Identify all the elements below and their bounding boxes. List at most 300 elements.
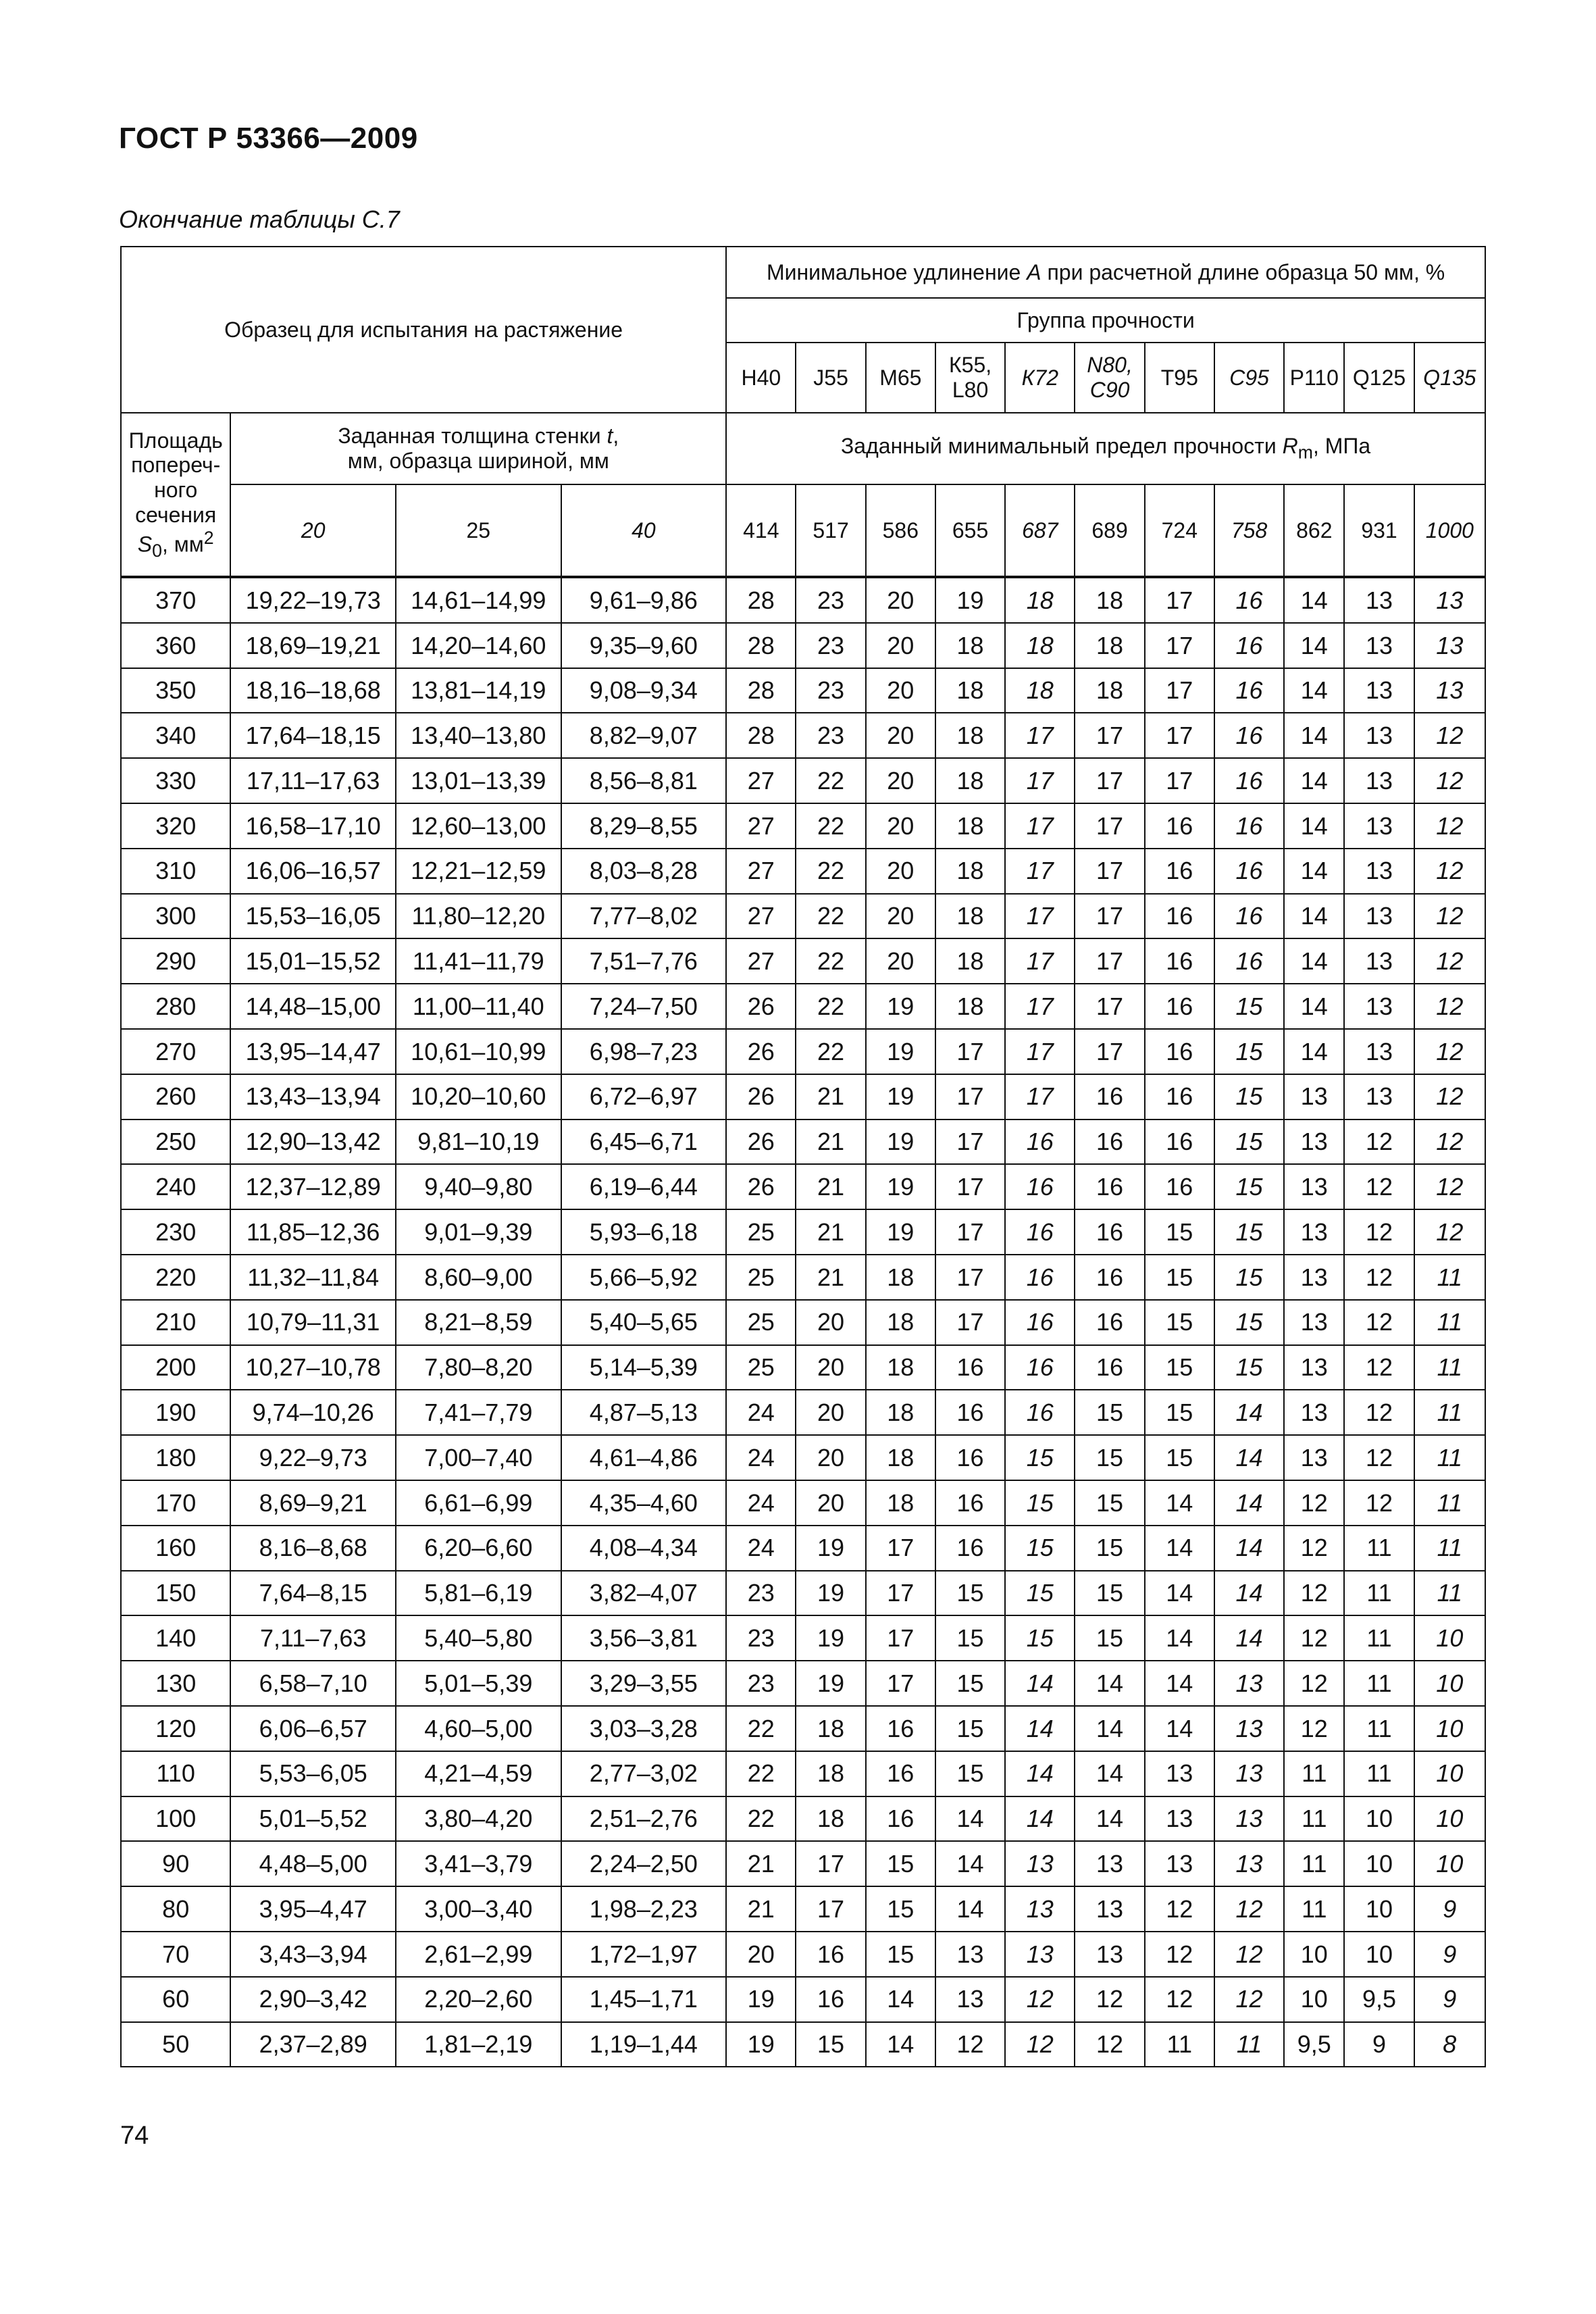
thickness-cell: 1,45–1,71 <box>561 1977 727 2022</box>
table-row <box>121 1615 1485 1661</box>
elongation-cell: 12 <box>1284 1615 1344 1661</box>
elongation-cell: 12 <box>1414 1120 1485 1165</box>
thickness-cell: 18,69–19,21 <box>230 623 396 668</box>
elongation-cell: 15 <box>1145 1255 1214 1300</box>
area-cell: 120 <box>121 1706 230 1751</box>
elongation-cell: 10 <box>1344 1886 1414 1932</box>
elongation-cell: 12 <box>1344 1435 1414 1480</box>
thickness-cell: 3,03–3,28 <box>561 1706 727 1751</box>
elongation-cell: 16 <box>935 1345 1005 1390</box>
elongation-cell: 24 <box>726 1435 796 1480</box>
area-cell: 260 <box>121 1074 230 1120</box>
elongation-cell: 20 <box>866 713 935 758</box>
area-cell: 110 <box>121 1751 230 1796</box>
elongation-cell: 16 <box>1075 1345 1144 1390</box>
elongation-cell: 11 <box>1414 1571 1485 1616</box>
thickness-cell: 11,85–12,36 <box>230 1209 396 1255</box>
elongation-cell: 12 <box>1414 894 1485 939</box>
area-cell: 190 <box>121 1390 230 1435</box>
elongation-cell: 15 <box>935 1661 1005 1706</box>
thickness-cell: 8,56–8,81 <box>561 758 727 803</box>
thickness-cell: 17,64–18,15 <box>230 713 396 758</box>
elongation-cell: 15 <box>1214 1255 1284 1300</box>
elongation-cell: 10 <box>1284 1977 1344 2022</box>
elongation-cell: 12 <box>1284 1480 1344 1526</box>
thickness-cell: 9,40–9,80 <box>396 1164 561 1209</box>
elongation-cell: 12 <box>1414 758 1485 803</box>
thickness-cell: 15,53–16,05 <box>230 894 396 939</box>
grade-header: К55, L80 <box>935 343 1005 413</box>
thickness-cell: 4,08–4,34 <box>561 1526 727 1571</box>
elongation-cell: 17 <box>1075 938 1144 984</box>
elongation-cell: 11 <box>1344 1706 1414 1751</box>
table-row <box>121 803 1485 849</box>
thickness-cell: 9,35–9,60 <box>561 623 727 668</box>
elongation-cell: 12 <box>935 2022 1005 2067</box>
thickness-cell: 5,53–6,05 <box>230 1751 396 1796</box>
elongation-cell: 22 <box>726 1706 796 1751</box>
elongation-cell: 12 <box>1145 1977 1214 2022</box>
elongation-cell: 17 <box>1075 713 1144 758</box>
elongation-cell: 11 <box>1344 1661 1414 1706</box>
elongation-cell: 22 <box>796 938 865 984</box>
elongation-cell: 14 <box>866 1977 935 2022</box>
thickness-cell: 14,20–14,60 <box>396 623 561 668</box>
elongation-cell: 26 <box>726 1074 796 1120</box>
thickness-cell: 6,98–7,23 <box>561 1029 727 1074</box>
elongation-cell: 9 <box>1414 1977 1485 2022</box>
elongation-cell: 14 <box>1214 1435 1284 1480</box>
elongation-cell: 21 <box>726 1841 796 1886</box>
elongation-cell: 9 <box>1344 2022 1414 2067</box>
elongation-cell: 14 <box>1284 713 1344 758</box>
area-cell: 300 <box>121 894 230 939</box>
thickness-cell: 14,61–14,99 <box>396 577 561 623</box>
elongation-cell: 15 <box>1005 1480 1075 1526</box>
elongation-cell: 26 <box>726 1029 796 1074</box>
elongation-cell: 19 <box>796 1661 865 1706</box>
elongation-cell: 14 <box>1005 1706 1075 1751</box>
thickness-cell: 10,20–10,60 <box>396 1074 561 1120</box>
thickness-cell: 3,00–3,40 <box>396 1886 561 1932</box>
thickness-cell: 4,35–4,60 <box>561 1480 727 1526</box>
elongation-cell: 17 <box>866 1661 935 1706</box>
thickness-cell: 5,40–5,65 <box>561 1300 727 1345</box>
strength-header: 586 <box>866 484 935 577</box>
elongation-cell: 23 <box>726 1615 796 1661</box>
elongation-cell: 11 <box>1414 1390 1485 1435</box>
elongation-cell: 20 <box>866 577 935 623</box>
elongation-cell: 13 <box>1344 894 1414 939</box>
elongation-cell: 18 <box>935 758 1005 803</box>
thickness-cell: 9,22–9,73 <box>230 1435 396 1480</box>
elongation-cell: 14 <box>1145 1615 1214 1661</box>
elongation-cell: 10 <box>1414 1661 1485 1706</box>
elongation-cell: 11 <box>1414 1526 1485 1571</box>
grade-header: N80, С90 <box>1075 343 1144 413</box>
elongation-cell: 17 <box>1075 849 1144 894</box>
elongation-cell: 13 <box>1005 1932 1075 1977</box>
elongation-cell: 27 <box>726 849 796 894</box>
elongation-cell: 18 <box>866 1390 935 1435</box>
page-number: 74 <box>120 2121 149 2150</box>
table-row <box>121 1661 1485 1706</box>
elongation-cell: 23 <box>796 577 865 623</box>
elongation-cell: 16 <box>1005 1300 1075 1345</box>
elongation-cell: 17 <box>1145 713 1214 758</box>
elongation-cell: 13 <box>1414 577 1485 623</box>
elongation-cell: 14 <box>1005 1751 1075 1796</box>
elongation-cell: 9 <box>1414 1886 1485 1932</box>
elongation-cell: 17 <box>1145 577 1214 623</box>
elongation-cell: 26 <box>726 1164 796 1209</box>
elongation-cell: 28 <box>726 623 796 668</box>
area-cell: 270 <box>121 1029 230 1074</box>
elongation-cell: 23 <box>726 1571 796 1616</box>
thickness-cell: 7,24–7,50 <box>561 984 727 1029</box>
elongation-cell: 11 <box>1284 1796 1344 1842</box>
elongation-cell: 14 <box>1145 1526 1214 1571</box>
elongation-cell: 28 <box>726 713 796 758</box>
elongation-cell: 15 <box>1214 1120 1284 1165</box>
elongation-cell: 13 <box>1075 1841 1144 1886</box>
grade-header: Н40 <box>726 343 796 413</box>
elongation-cell: 16 <box>1214 668 1284 713</box>
elongation-cell: 12 <box>1284 1526 1344 1571</box>
elongation-cell: 12 <box>1214 1932 1284 1977</box>
elongation-cell: 15 <box>1214 1164 1284 1209</box>
elongation-cell: 11 <box>1344 1751 1414 1796</box>
thickness-cell: 14,48–15,00 <box>230 984 396 1029</box>
elongation-cell: 13 <box>1344 849 1414 894</box>
elongation-cell: 20 <box>866 668 935 713</box>
strength-header: 1000 <box>1414 484 1485 577</box>
elongation-cell: 13 <box>1145 1796 1214 1842</box>
strength-header: 758 <box>1214 484 1284 577</box>
elongation-cell: 16 <box>1145 849 1214 894</box>
grade-header: J55 <box>796 343 865 413</box>
strength-header-cell: Заданный минимальный предел прочности $R_m$, МПа <box>726 413 1485 484</box>
elongation-cell: 18 <box>1005 577 1075 623</box>
thickness-cell: 1,98–2,23 <box>561 1886 727 1932</box>
elongation-cell: 13 <box>1344 1029 1414 1074</box>
thickness-cell: 5,01–5,39 <box>396 1661 561 1706</box>
elongation-cell: 12 <box>1284 1571 1344 1616</box>
elongation-cell: 12 <box>1414 1164 1485 1209</box>
thickness-cell: 8,69–9,21 <box>230 1480 396 1526</box>
elongation-cell: 16 <box>1075 1209 1144 1255</box>
strength-header: 655 <box>935 484 1005 577</box>
elongation-cell: 23 <box>796 713 865 758</box>
elongation-cell: 14 <box>1145 1661 1214 1706</box>
thickness-cell: 6,19–6,44 <box>561 1164 727 1209</box>
thickness-cell: 3,43–3,94 <box>230 1932 396 1977</box>
thickness-cell: 1,19–1,44 <box>561 2022 727 2067</box>
elongation-cell: 15 <box>1075 1526 1144 1571</box>
elongation-cell: 17 <box>935 1029 1005 1074</box>
elongation-cell: 27 <box>726 758 796 803</box>
sample-header: Образец для испытания на растяжение <box>224 317 623 342</box>
elongation-cell: 19 <box>866 1120 935 1165</box>
area-cell: 80 <box>121 1886 230 1932</box>
thickness-cell: 8,21–8,59 <box>396 1300 561 1345</box>
elongation-cell: 12 <box>1414 984 1485 1029</box>
table-row <box>121 894 1485 939</box>
elongation-cell: 17 <box>935 1209 1005 1255</box>
elongation-cell: 25 <box>726 1300 796 1345</box>
thickness-cell: 6,61–6,99 <box>396 1480 561 1526</box>
elongation-cell: 16 <box>1145 1164 1214 1209</box>
thickness-cell: 10,61–10,99 <box>396 1029 561 1074</box>
elongation-cell: 20 <box>866 849 935 894</box>
elongation-cell: 22 <box>726 1751 796 1796</box>
elongation-cell: 15 <box>1145 1209 1214 1255</box>
table-row <box>121 1255 1485 1300</box>
grade-header: М65 <box>866 343 935 413</box>
elongation-cell: 13 <box>1145 1841 1214 1886</box>
table-row <box>121 1977 1485 2022</box>
area-cell: 70 <box>121 1932 230 1977</box>
elongation-cell: 14 <box>1284 1029 1344 1074</box>
elongation-cell: 13 <box>1414 668 1485 713</box>
elongation-cell: 14 <box>1145 1480 1214 1526</box>
grade-header: К72 <box>1005 343 1075 413</box>
elongation-cell: 20 <box>796 1435 865 1480</box>
elongation-cell: 13 <box>1214 1841 1284 1886</box>
elongation-cell: 17 <box>935 1120 1005 1165</box>
elongation-cell: 13 <box>1344 984 1414 1029</box>
elongation-cell: 15 <box>1075 1571 1144 1616</box>
table-row <box>121 1029 1485 1074</box>
thickness-cell: 2,37–2,89 <box>230 2022 396 2067</box>
table-row <box>121 1480 1485 1526</box>
elongation-cell: 16 <box>1005 1345 1075 1390</box>
elongation-cell: 23 <box>726 1661 796 1706</box>
elongation-cell: 17 <box>1145 668 1214 713</box>
area-cell: 320 <box>121 803 230 849</box>
elongation-cell: 13 <box>1284 1390 1344 1435</box>
elongation-cell: 16 <box>1145 894 1214 939</box>
thickness-cell: 10,27–10,78 <box>230 1345 396 1390</box>
thickness-cell: 8,29–8,55 <box>561 803 727 849</box>
elongation-cell: 12 <box>1145 1886 1214 1932</box>
area-cell: 250 <box>121 1120 230 1165</box>
elongation-cell: 12 <box>1075 1977 1144 2022</box>
elongation-cell: 22 <box>796 803 865 849</box>
elongation-cell: 11 <box>1414 1255 1485 1300</box>
elongation-cell: 17 <box>1075 1029 1144 1074</box>
elongation-cell: 15 <box>1214 1074 1284 1120</box>
elongation-cell: 10 <box>1414 1751 1485 1796</box>
elongation-cell: 17 <box>1005 758 1075 803</box>
elongation-cell: 22 <box>796 849 865 894</box>
elongation-cell: 13 <box>1344 1074 1414 1120</box>
elongation-cell: 26 <box>726 1120 796 1165</box>
elongation-cell: 10 <box>1414 1615 1485 1661</box>
elongation-cell: 18 <box>796 1706 865 1751</box>
elongation-cell: 17 <box>1005 938 1075 984</box>
table-row <box>121 758 1485 803</box>
elongation-cell: 15 <box>1145 1390 1214 1435</box>
group-header: Группа прочности <box>1016 307 1195 332</box>
elongation-cell: 15 <box>1005 1571 1075 1616</box>
thickness-cell: 2,61–2,99 <box>396 1932 561 1977</box>
thickness-cell: 19,22–19,73 <box>230 577 396 623</box>
elongation-cell: 19 <box>866 1029 935 1074</box>
elongation-cell: 27 <box>726 938 796 984</box>
area-cell: 350 <box>121 668 230 713</box>
elongation-cell: 17 <box>1005 1029 1075 1074</box>
table-row <box>121 1932 1485 1977</box>
area-cell: 140 <box>121 1615 230 1661</box>
elongation-cell: 14 <box>1075 1751 1144 1796</box>
elongation-cell: 18 <box>935 849 1005 894</box>
thickness-cell: 3,41–3,79 <box>396 1841 561 1886</box>
area-cell: 100 <box>121 1796 230 1842</box>
elongation-cell: 12 <box>1414 803 1485 849</box>
elongation-cell: 16 <box>1214 623 1284 668</box>
strength-header: 687 <box>1005 484 1075 577</box>
elongation-cell: 17 <box>935 1255 1005 1300</box>
thickness-cell: 15,01–15,52 <box>230 938 396 984</box>
elongation-cell: 19 <box>726 1977 796 2022</box>
elongation-cell: 14 <box>1214 1390 1284 1435</box>
elongation-cell: 17 <box>935 1164 1005 1209</box>
elongation-cell: 19 <box>726 2022 796 2067</box>
elongation-cell: 21 <box>796 1255 865 1300</box>
grade-header: С95 <box>1214 343 1284 413</box>
elongation-cell: 15 <box>866 1886 935 1932</box>
elongation-cell: 12 <box>1284 1661 1344 1706</box>
elongation-cell: 16 <box>1214 758 1284 803</box>
elongation-cell: 18 <box>866 1255 935 1300</box>
elongation-cell: 17 <box>1075 894 1144 939</box>
elongation-cell: 13 <box>1005 1841 1075 1886</box>
elongation-cell: 16 <box>1145 984 1214 1029</box>
thickness-cell: 13,95–14,47 <box>230 1029 396 1074</box>
elongation-cell: 13 <box>1344 758 1414 803</box>
grade-header: Q125 <box>1344 343 1414 413</box>
elongation-cell: 18 <box>1075 668 1144 713</box>
elongation-cell: 16 <box>1145 1120 1214 1165</box>
elongation-cell: 16 <box>1214 938 1284 984</box>
width-header: 20 <box>230 484 396 577</box>
elongation-cell: 24 <box>726 1390 796 1435</box>
elongation-cell: 12 <box>1414 713 1485 758</box>
elongation-cell: 17 <box>1075 803 1144 849</box>
elongation-cell: 12 <box>1005 2022 1075 2067</box>
elongation-cell: 18 <box>866 1480 935 1526</box>
elongation-cell: 14 <box>935 1841 1005 1886</box>
elongation-cell: 17 <box>1005 1074 1075 1120</box>
elongation-cell: 15 <box>935 1615 1005 1661</box>
thickness-cell: 8,03–8,28 <box>561 849 727 894</box>
elongation-cell: 13 <box>1214 1706 1284 1751</box>
elongation-cell: 10 <box>1414 1841 1485 1886</box>
elongation-cell: 19 <box>796 1615 865 1661</box>
elongation-cell: 16 <box>1005 1120 1075 1165</box>
area-cell: 230 <box>121 1209 230 1255</box>
elongation-cell: 17 <box>866 1526 935 1571</box>
elongation-cell: 21 <box>796 1209 865 1255</box>
area-cell: 360 <box>121 623 230 668</box>
elongation-cell: 12 <box>1414 1209 1485 1255</box>
elongation-cell: 10 <box>1344 1841 1414 1886</box>
elongation-cell: 17 <box>1005 984 1075 1029</box>
elongation-cell: 15 <box>1145 1300 1214 1345</box>
elongation-cell: 12 <box>1145 1932 1214 1977</box>
thickness-cell: 9,01–9,39 <box>396 1209 561 1255</box>
elongation-cell: 14 <box>935 1796 1005 1842</box>
thickness-cell: 5,01–5,52 <box>230 1796 396 1842</box>
elongation-cell: 14 <box>1214 1480 1284 1526</box>
elongation-cell: 22 <box>796 894 865 939</box>
elongation-cell: 13 <box>1344 577 1414 623</box>
thickness-cell: 7,51–7,76 <box>561 938 727 984</box>
elongation-cell: 12 <box>1075 2022 1144 2067</box>
elongation-cell: 16 <box>1075 1120 1144 1165</box>
elongation-cell: 14 <box>1284 623 1344 668</box>
elongation-cell: 19 <box>796 1526 865 1571</box>
elongation-cell: 19 <box>866 1209 935 1255</box>
elongation-cell: 14 <box>1145 1706 1214 1751</box>
elongation-cell: 17 <box>1145 758 1214 803</box>
elongation-cell: 12 <box>1214 1886 1284 1932</box>
elongation-cell: 17 <box>796 1886 865 1932</box>
table-row <box>121 1886 1485 1932</box>
elongation-cell: 18 <box>935 803 1005 849</box>
area-cell: 180 <box>121 1435 230 1480</box>
elongation-cell: 11 <box>1414 1345 1485 1390</box>
table-row <box>121 1526 1485 1571</box>
elongation-cell: 11 <box>1414 1300 1485 1345</box>
thickness-cell: 10,79–11,31 <box>230 1300 396 1345</box>
thickness-cell: 17,11–17,63 <box>230 758 396 803</box>
elongation-cell: 12 <box>1414 1074 1485 1120</box>
elongation-cell: 18 <box>796 1796 865 1842</box>
elongation-cell: 19 <box>935 577 1005 623</box>
elongation-cell: 12 <box>1344 1164 1414 1209</box>
area-cell: 90 <box>121 1841 230 1886</box>
strength-header: 414 <box>726 484 796 577</box>
elongation-cell: 17 <box>1075 758 1144 803</box>
elongation-cell: 12 <box>1214 1977 1284 2022</box>
elongation-cell: 22 <box>796 984 865 1029</box>
thickness-cell: 16,06–16,57 <box>230 849 396 894</box>
elongation-cell: 13 <box>1344 938 1414 984</box>
elongation-cell: 21 <box>796 1164 865 1209</box>
table-caption: Окончание таблицы С.7 <box>119 205 400 233</box>
table-row <box>121 1300 1485 1345</box>
elongation-cell: 20 <box>866 623 935 668</box>
thickness-cell: 12,90–13,42 <box>230 1120 396 1165</box>
elongation-cell: 11 <box>1414 1480 1485 1526</box>
strength-header: 931 <box>1344 484 1414 577</box>
thickness-cell: 6,72–6,97 <box>561 1074 727 1120</box>
table-row <box>121 577 1485 623</box>
elongation-cell: 16 <box>1214 713 1284 758</box>
strength-header: 689 <box>1075 484 1144 577</box>
elongation-cell: 9 <box>1414 1932 1485 1977</box>
elongation-cell: 14 <box>1284 938 1344 984</box>
area-cell: 60 <box>121 1977 230 2022</box>
thickness-cell: 6,06–6,57 <box>230 1706 396 1751</box>
elongation-cell: 18 <box>935 668 1005 713</box>
elongation-cell: 14 <box>1284 668 1344 713</box>
table-row <box>121 1209 1485 1255</box>
elongation-cell: 16 <box>1214 577 1284 623</box>
elongation-cell: 11 <box>1284 1886 1344 1932</box>
